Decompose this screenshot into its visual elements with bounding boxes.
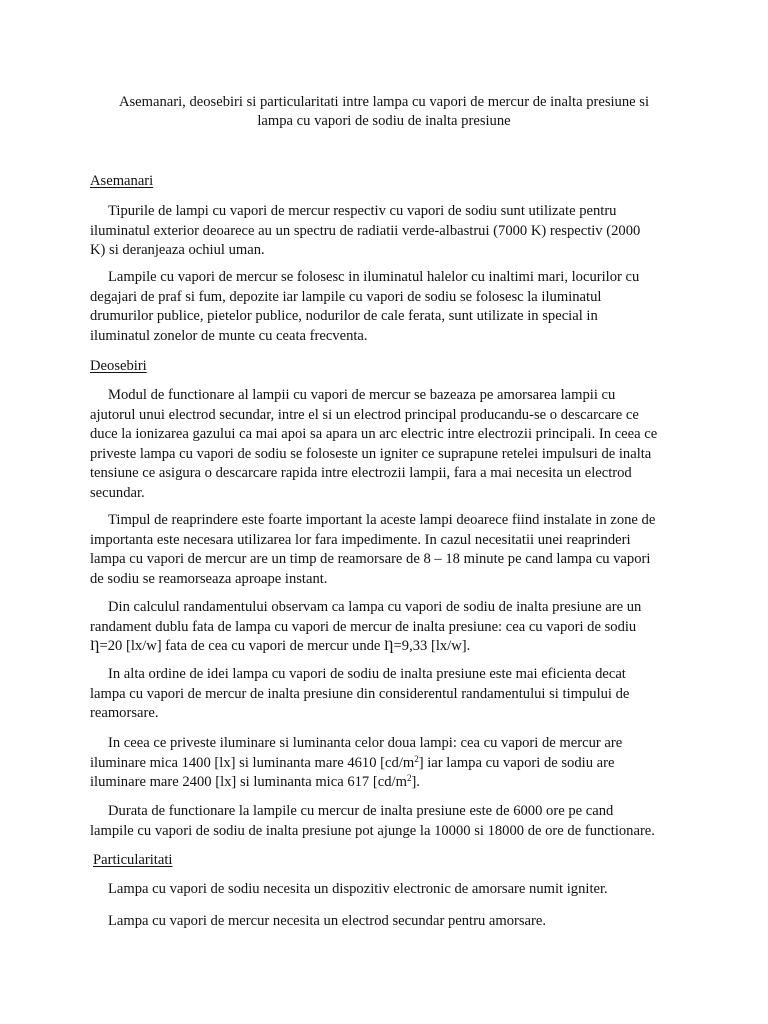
superscript: 2 <box>406 773 412 784</box>
title-line-2: lampa cu vapori de sodiu de inalta presiune <box>257 112 511 129</box>
text-line: Lampile cu vapori de mercur se folosesc in iluminatul halelor cu inaltimi mari, locurilor cu <box>108 269 640 285</box>
paragraph-deosebiri-2 <box>90 511 690 589</box>
text-segment: ] iar lampa cu vapori de sodiu are <box>418 754 615 771</box>
text-line: Durata de functionare la lampile cu mercur de inalta presiune este de 6000 ore pe cand <box>108 803 614 819</box>
text-line: K) si deranjeaza ochiul uman. <box>90 242 265 259</box>
paragraph-deosebiri-6 <box>90 802 690 841</box>
paragraph-deosebiri-4 <box>90 665 690 724</box>
text-line: Modul de functionare al lampii cu vapori de mercur se bazeaza pe amorsarea lampii cu <box>108 387 616 403</box>
paragraph-deosebiri-1 <box>90 386 690 504</box>
text-line: degajari de praf si fum, depozite iar lampile cu vapori de sodiu se folosesc la iluminatul <box>90 288 602 305</box>
title-line-1: Asemanari, deosebiri si particularitati intre lampa cu vapori de mercur de inalta presiune si <box>118 94 650 110</box>
text-line: ajutorul unui electrod secundar, intre el si un electrod principal producandu-se o descarcare ce <box>90 406 639 423</box>
text-line: priveste lampa cu vapori de sodiu se foloseste un igniter ce suprapune retelei impulsuri de inalta <box>90 445 652 462</box>
superscript: 2 <box>414 753 419 764</box>
text-line: lampa cu vapori de mercur de inalta presiune din considerentul randamentului si timpului de <box>90 685 630 702</box>
text-line: Din calculul randamentului observam ca lampa cu vapori de sodiu de inalta presiune are un <box>108 599 642 615</box>
text-line: iluminatul zonelor de munte cu ceata frecventa. <box>90 327 368 344</box>
text-line: Tipurile de lampi cu vapori de mercur respectiv cu vapori de sodiu sunt utilizate pentru <box>108 203 617 219</box>
paragraph-asemanari-1 <box>90 202 690 261</box>
text-line: tensiune ce asigura o descarcare rapida intre electrozii lampii, fara a mai necesita un electrod <box>90 465 632 482</box>
paragraph-deosebiri-5 <box>90 734 690 793</box>
paragraph-particularitati-1 <box>90 880 690 900</box>
text-line: In alta ordine de idei lampa cu vapori de sodiu de inalta presiune este mai eficienta decat <box>108 666 626 682</box>
text-segment: ]. <box>411 774 420 791</box>
heading-deosebiri: Deosebiri <box>90 358 147 374</box>
text-line: de sodiu se reamorseaza aproape instant. <box>90 570 328 587</box>
text-line: iluminatul exterior deoarece au un spectru de radiatii verde-albastrui (7000 K) respectiv (2000 <box>90 222 641 239</box>
text-line: duce la ionizarea gazului ca mai apoi sa apara un arc electric intre electrozii principali. In ceea ce <box>90 426 658 443</box>
text-segment: iluminare mare 2400 [lx] si luminanta mica 617 [cd/m <box>90 774 407 791</box>
text-line <box>90 754 690 774</box>
text-line: Lampa cu vapori de sodiu necesita un dispozitiv electronic de amorsare numit igniter. <box>108 881 608 897</box>
heading-particularitati: Particularitati <box>93 852 173 868</box>
text-line: importanta este necesara utilizarea lor fara impedimente. In cazul necesitatii unei reaprinderi <box>90 531 631 548</box>
text-line: drumurilor publice, pietelor publice, nodurilor de cale ferata, sunt utilizate in special in <box>90 308 598 325</box>
text-line: Lampa cu vapori de mercur necesita un electrod secundar pentru amorsare. <box>108 913 547 929</box>
text-segment: iluminare mica 1400 [lx] si luminanta mare 4610 [cd/m <box>90 754 415 771</box>
paragraph-deosebiri-3 <box>90 598 690 657</box>
text-line <box>90 773 690 793</box>
text-line: randament dublu fata de lampa cu vapori de mercur de inalta presiune: cea cu vapori de sodiu <box>90 618 637 635</box>
text-line: reamorsare. <box>90 705 159 722</box>
paragraph-particularitati-2 <box>90 912 690 932</box>
document-title <box>90 93 678 130</box>
text-line: secundar. <box>90 484 145 501</box>
heading-asemanari: Asemanari <box>90 173 154 189</box>
text-line: lampile cu vapori de sodiu de inalta presiune pot ajunge la 10000 si 18000 de ore de functionare. <box>90 822 655 839</box>
paragraph-asemanari-2 <box>90 268 690 346</box>
text-line: lampa cu vapori de mercur are un timp de reamorsare de 8 – 18 minute pe cand lampa cu vapori <box>90 551 651 568</box>
text-line: Ƞ=20 [lx/w] fata de cea cu vapori de mercur unde Ƞ=9,33 [lx/w]. <box>90 638 471 655</box>
text-line: Timpul de reaprindere este foarte important la aceste lampi deoarece fiind instalate in zone de <box>108 512 656 528</box>
text-line: In ceea ce priveste iluminare si luminanta celor doua lampi: cea cu vapori de mercur are <box>108 735 623 751</box>
